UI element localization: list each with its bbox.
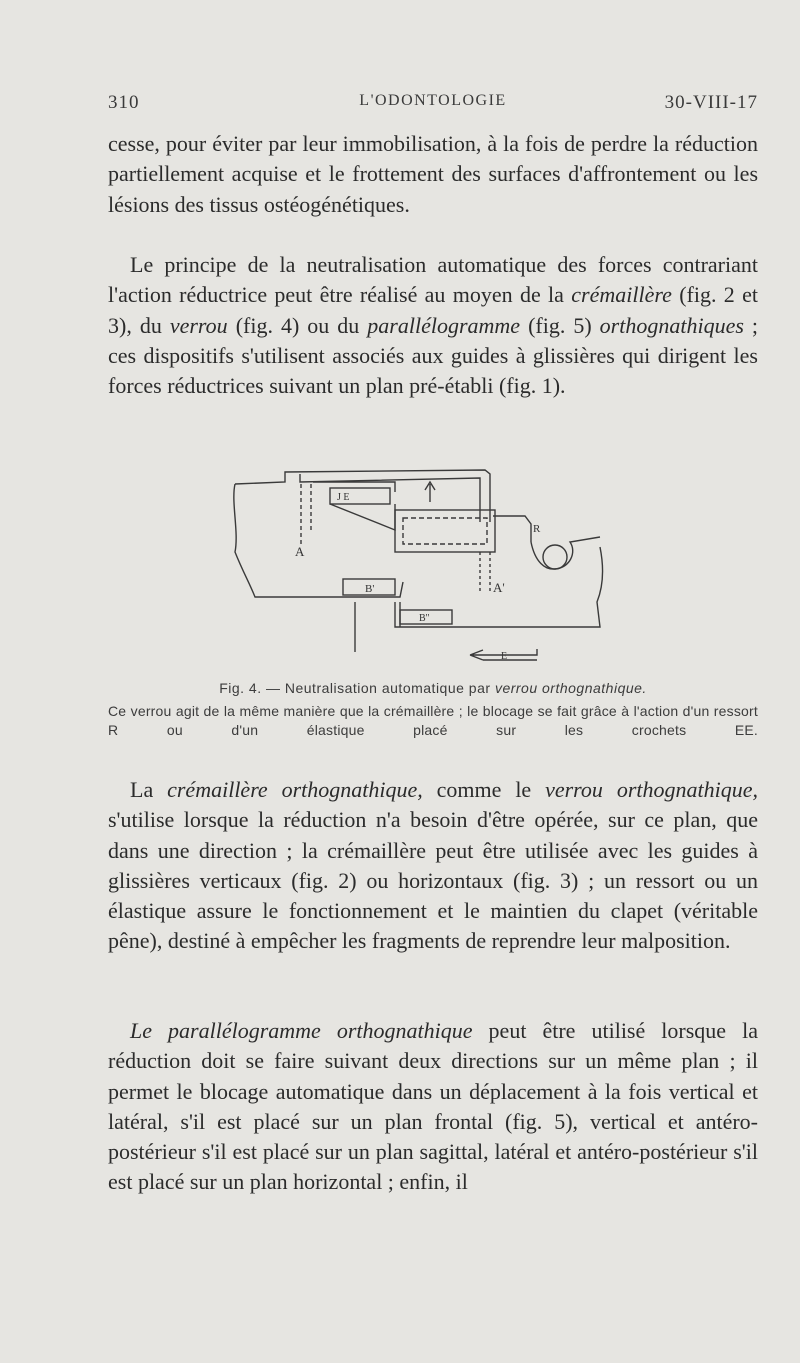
label-JE: J E <box>337 492 350 503</box>
running-header <box>108 92 758 122</box>
top-frame <box>235 470 490 522</box>
paragraph-3 <box>108 775 758 957</box>
upper-rail <box>313 482 395 492</box>
figure-4-diagram <box>225 452 615 664</box>
p3-text-2: comme le <box>422 777 546 802</box>
paragraph-2 <box>108 250 758 401</box>
p2-italic-orthognathiques: orthognathiques <box>599 312 744 338</box>
paragraph-1-text: cesse, pour éviter par leur immobilisation, à la fois de perdre la réduction partiellement acquise et le frottement des surfaces d'affrontement ou les lésions des tissus ostéogénétiques. <box>108 131 758 217</box>
slider-inner <box>403 518 487 544</box>
p2-text-5: ; ces dispositifs s'utilisent associés aux guides à glissières qui dirigent les forces réductrices suivant un plan pré-établi (fig. 1). <box>108 312 759 399</box>
journal-title: L'ODONTOLOGIE <box>359 92 507 109</box>
jaw-outline <box>234 484 403 597</box>
label-A-prime: A' <box>493 580 505 595</box>
caption-italic: verrou orthognathique. <box>494 680 647 696</box>
rod-A-prime <box>480 552 490 592</box>
p2-italic-cremaillere: crémaillère <box>571 282 672 308</box>
paragraph-4 <box>108 1016 758 1198</box>
p2-text-1: Le principe de la neutralisation automatique des forces contrariant l'action réductrice peut être réalisé au moyen de la <box>108 252 758 308</box>
p2-italic-verrou: verrou <box>169 312 228 338</box>
spring-R <box>543 545 567 569</box>
p4-text-1: peut être utilisé lorsque la réduction doit se faire suivant deux directions sur un même plan ; il permet le blocage automatique dans un déplacement à la fois vertical et latéral, s'il est placé sur un plan frontal (fig. 5), vertical et antéro-postérieur s'il est placé sur un plan sagittal, latéral et antéro-postérieur s'il est placé sur un plan horizontal ; enfin, il <box>108 1018 758 1195</box>
label-E-bottom: E <box>501 651 508 662</box>
label-R: R <box>533 523 541 535</box>
caption-title <box>108 680 758 696</box>
arrow-up <box>425 482 435 502</box>
caption-prefix: Fig. 4. — Neutralisation automatique par <box>219 680 495 696</box>
je-wedge <box>330 504 395 530</box>
spring-coil <box>531 537 600 569</box>
issue-date: 30-VIII-17 <box>664 92 758 113</box>
paragraph-1 <box>108 129 758 220</box>
p3-text-3: s'utilise lorsque la réduction n'a besoin d'être opérée, sur ce plan, que dans une direction ; la crémaillère peut être utilisée avec les guides à glissières verticaux (fig. 2) ou horizontaux (fig. 3) ; un ressort ou un élastique assure le fonctionnement et le maintien du clapet (véritable pêne), destiné à empêcher les fragments de reprendre leur malposition. <box>108 807 758 954</box>
p2-text-4: (fig. 5) <box>520 312 600 338</box>
label-A: A <box>295 544 305 559</box>
caption-body: Ce verrou agit de la même manière que la crémaillère ; le blocage se fait grâce à l'action d'un ressort R ou d'un élastique placé sur les crochets EE. <box>108 703 758 738</box>
p2-italic-parallelogramme: parallélogramme <box>367 312 521 338</box>
page-number: 310 <box>108 92 140 113</box>
p4-italic-parallelogramme: Le parallélogramme orthognathique <box>130 1018 473 1043</box>
label-B2: B'' <box>419 613 430 624</box>
figure-caption <box>108 680 758 740</box>
p3-italic-verrou: verrou orthognathique, <box>545 777 758 802</box>
p2-text-3: (fig. 4) ou du <box>227 312 368 338</box>
p2-text-2: (fig. 2 et 3), du <box>108 282 758 338</box>
p3-italic-cremaillere: crémaillère orthognathique, <box>167 777 423 802</box>
p3-text-1: La <box>130 777 168 802</box>
hook-R <box>493 516 531 542</box>
label-B1: B' <box>365 583 375 595</box>
